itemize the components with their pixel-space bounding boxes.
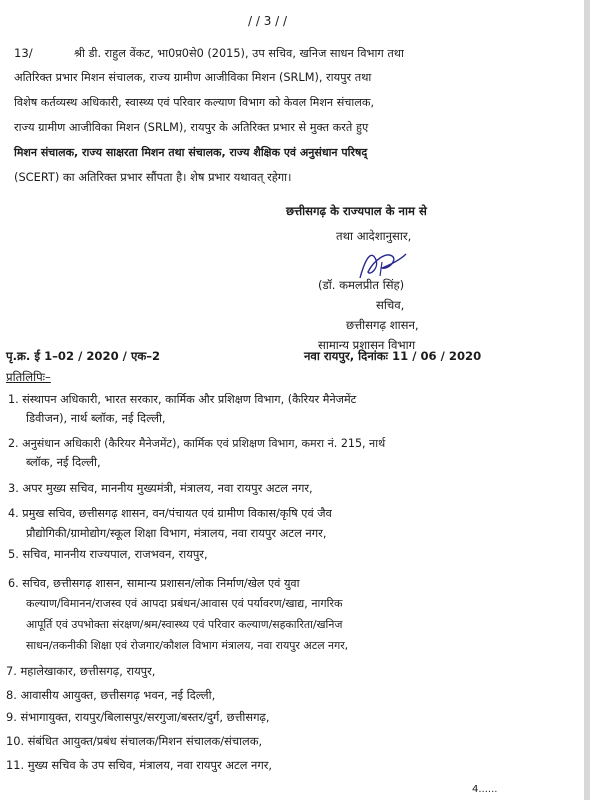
- order-authority-line: तथा आदेशानुसार,: [336, 229, 412, 243]
- copy-list-item-cont: आपूर्ति एवं उपभोक्ता संरक्षण/श्रम/स्वास्थ्य एवं परिवार कल्याण/सहकारिता/खनिज: [26, 618, 343, 631]
- signatory-government: छत्तीसगढ़ शासन,: [346, 318, 419, 332]
- order-paragraph-line: श्री डी. राहुल वेंकट, भा0प्र0से0 (2015), उप सचिव, खनिज साधन विभाग तथा: [74, 47, 404, 60]
- copy-list-item: 4. प्रमुख सचिव, छत्तीसगढ़ शासन, वन/पंचायत एवं ग्रामीण विकास/कृषि एवं जैव: [8, 507, 332, 520]
- copy-list-item: 7. महालेखाकार, छत्तीसगढ़, रायपुर,: [6, 664, 156, 678]
- copy-list-item: 8. आवासीय आयुक्त, छत्तीसगढ़ भवन, नई दिल्ली,: [6, 688, 216, 702]
- page-edge-shadow: [584, 0, 590, 800]
- copy-list-item: 6. सचिव, छत्तीसगढ़ शासन, सामान्य प्रशासन/लोक निर्माण/खेल एवं युवा: [8, 577, 300, 590]
- copy-list-item: 10. संबंधित आयुक्त/प्रबंध संचालक/मिशन संचालक/संचालक,: [6, 734, 263, 748]
- order-paragraph-line: अतिरिक्त प्रभार मिशन संचालक, राज्य ग्रामीण आजीविका मिशन (SRLM), रायपुर तथा: [14, 71, 372, 84]
- copy-list-item: 2. अनुसंधान अधिकारी (कैरियर मैनेजमेंट), कार्मिक एवं प्रशिक्षण विभाग, कमरा नं. 215, नार्थ: [8, 437, 386, 450]
- signatory-name: (डॉ. कमलप्रीत सिंह): [318, 278, 405, 292]
- copy-list-item: 9. संभागायुक्त, रायपुर/बिलासपुर/सरगुजा/बस्तर/दुर्ग, छत्तीसगढ़,: [6, 710, 270, 724]
- copy-list-item: 1. संस्थापन अधिकारी, भारत सरकार, कार्मिक और प्रशिक्षण विभाग, (कैरियर मैनेजमेंट: [8, 393, 357, 406]
- copy-list-item: 3. अपर मुख्य सचिव, माननीय मुख्यमंत्री, मंत्रालय, नवा रायपुर अटल नगर,: [8, 481, 313, 495]
- order-paragraph-line: राज्य ग्रामीण आजीविका मिशन (SRLM), रायपुर के अतिरिक्त प्रभार से मुक्त करते हुए: [14, 121, 369, 134]
- page-number-marker: / / 3 / /: [248, 14, 288, 28]
- copy-list-item-cont: ब्लॉक, नई दिल्ली,: [26, 455, 101, 469]
- order-paragraph-line: (SCERT) का अतिरिक्त प्रभार सौंपता है। शेष प्रभार यथावत् रहेगा।: [14, 170, 292, 184]
- signatory-designation: सचिव,: [376, 298, 405, 312]
- copy-list-item-cont: प्रौद्योगिकी/ग्रामोद्योग/स्कूल शिक्षा विभाग, मंत्रालय, नवा रायपुर अटल नगर,: [26, 526, 327, 540]
- copy-list-item-cont: डिवीजन), नार्थ ब्लॉक, नई दिल्ली,: [26, 411, 166, 425]
- copy-heading: प्रतिलिपिः–: [6, 370, 51, 384]
- endorsement-place-date: नवा रायपुर, दिनांकः 11 / 06 / 2020: [304, 349, 482, 363]
- copy-list-item-cont: कल्याण/विमानन/राजस्व एवं आपदा प्रबंधन/आवास एवं पर्यावरण/खाद्य, नागरिक: [26, 597, 343, 610]
- copy-list-item: 5. सचिव, माननीय राज्यपाल, राजभवन, रायपुर,: [8, 547, 208, 561]
- copy-list-item-cont: साधन/तकनीकी शिक्षा एवं रोजगार/कौशल विभाग मंत्रालय, नवा रायपुर अटल नगर,: [26, 639, 349, 652]
- endorsement-reference: पृ.क्र. ई 1–02 / 2020 / एक–2: [6, 349, 161, 363]
- order-paragraph-line: मिशन संचालक, राज्य साक्षरता मिशन तथा संचालक, राज्य शैक्षिक एवं अनुसंधान परिषद्: [14, 146, 368, 159]
- order-number: 13/: [14, 46, 33, 60]
- continuation-marker: 4......: [472, 784, 498, 795]
- order-paragraph-line: विशेष कर्तव्यस्थ अधिकारी, स्वास्थ्य एवं परिवार कल्याण विभाग को केवल मिशन संचालक,: [14, 96, 374, 109]
- signatory-department: सामान्य प्रशासन विभाग: [318, 338, 416, 352]
- copy-list-item: 11. मुख्य सचिव के उप सचिव, मंत्रालय, नवा रायपुर अटल नगर,: [6, 758, 273, 772]
- governor-authority-line: छत्तीसगढ़ के राज्यपाल के नाम से: [286, 204, 427, 218]
